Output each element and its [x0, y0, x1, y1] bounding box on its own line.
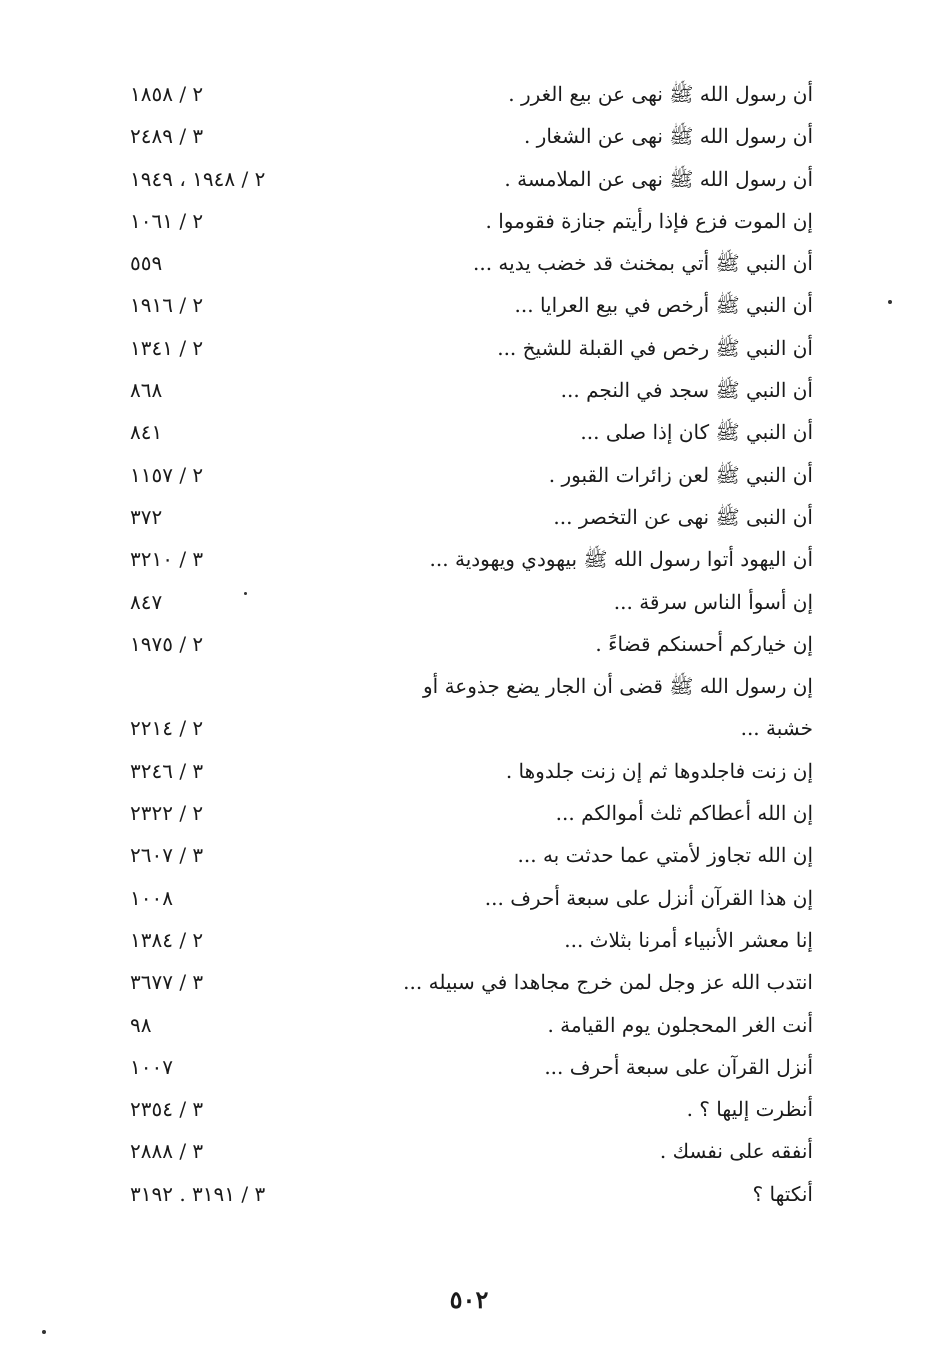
entry-reference: ٣ / ٣١٩١ . ٣١٩٢ [130, 1181, 266, 1206]
entry-text: أن النبي ﷺ سجد في النجم ... [560, 378, 813, 403]
index-entry [0, 919, 938, 961]
index-entry [0, 1004, 938, 1046]
entry-text: إن أسوأ الناس سرقة ... [613, 589, 813, 614]
entry-text: أنزل القرآن على سبعة أحرف ... [544, 1054, 813, 1079]
scan-speck [888, 300, 892, 304]
index-entry [0, 792, 938, 834]
scan-speck [42, 1330, 46, 1334]
entry-text: أن النبي ﷺ كان إذا صلى ... [580, 420, 813, 445]
entry-reference: ٢ / ١٩٧٥ [130, 631, 204, 656]
entry-reference: ٢ / ١٩١٦ [130, 293, 204, 318]
entry-text: إن الله تجاوز لأمتي عما حدثت به ... [517, 843, 813, 868]
index-entry [0, 496, 938, 538]
entry-text: إن الله أعطاكم ثلث أموالكم ... [555, 801, 813, 826]
entry-reference: ٨٤٧ [130, 589, 163, 614]
entry-reference: ٣ / ٣٢٤٦ [130, 758, 204, 783]
entry-reference: ٢ / ١٩٤٨ ، ١٩٤٩ [130, 166, 266, 191]
entry-reference: ٨٦٨ [130, 378, 163, 403]
entry-reference: ٢ / ٢٣٢٢ [130, 801, 204, 826]
entry-reference: ٣ / ٣٢١٠ [130, 547, 204, 572]
entry-text: أن اليهود أتوا رسول الله ﷺ بيهودي ويهودية ... [429, 547, 813, 572]
entry-text: أنكتها ؟ [752, 1181, 813, 1206]
index-entry [0, 369, 938, 411]
index-entry [0, 411, 938, 453]
entry-text: خشبة ... [740, 716, 813, 741]
entry-reference: ٣٧٢ [130, 504, 163, 529]
entry-reference: ٢ / ١٠٦١ [130, 208, 204, 233]
index-entry [0, 1046, 938, 1088]
index-entry [0, 750, 938, 792]
index-entry [0, 877, 938, 919]
entry-text: إن خياركم أحسنكم قضاءً . [595, 631, 813, 656]
entry-reference: ٣ / ٢٦٠٧ [130, 843, 204, 868]
entry-reference: ١٠٠٨ [130, 885, 173, 910]
entry-reference: ٢ / ١٣٨٤ [130, 927, 204, 952]
entry-reference: ٩٨ [130, 1012, 152, 1037]
entry-text: أنظرت إليها ؟ . [686, 1097, 813, 1122]
index-entry [0, 115, 938, 157]
entry-text: أن رسول الله ﷺ نهى عن بيع الغرر . [508, 82, 813, 106]
entry-text: أن النبي ﷺ أرخص في بيع العرايا ... [514, 293, 813, 318]
entry-reference: ٣ / ٢٤٨٩ [130, 124, 204, 149]
index-entry [0, 327, 938, 369]
index-entry [0, 834, 938, 876]
index-entry [0, 73, 938, 115]
index-entry [0, 454, 938, 496]
entry-text: إن رسول الله ﷺ قضى أن الجار يضع جذوعة أو [423, 674, 813, 699]
index-entry [0, 581, 938, 623]
index-entry [0, 200, 938, 242]
index-entry [0, 158, 938, 200]
entry-text: أن النبى ﷺ نهى عن التخصر ... [553, 504, 813, 529]
entry-text: إن زنت فاجلدوها ثم إن زنت جلدوها . [505, 758, 813, 783]
index-entry [0, 623, 938, 665]
index-entry [0, 665, 938, 707]
entry-reference: ٣ / ٢٣٥٤ [130, 1097, 204, 1122]
page-number: ٥٠٢ [449, 1285, 489, 1314]
index-entry [0, 1088, 938, 1130]
entry-text: إنا معشر الأنبياء أمرنا بثلاث ... [564, 927, 813, 952]
entry-text: أن النبي ﷺ أتي بمخنث قد خضب يديه ... [473, 251, 813, 276]
entry-text: إن الموت فزع فإذا رأيتم جنازة فقوموا . [485, 208, 813, 233]
entry-reference: ٥٥٩ [130, 251, 163, 276]
entry-text: انتدب الله عز وجل لمن خرج مجاهدا في سبيله ... [403, 970, 813, 995]
entry-text: أن النبي ﷺ لعن زائرات القبور . [548, 462, 813, 487]
index-entry [0, 1173, 938, 1215]
scan-speck [244, 592, 247, 595]
index-entry [0, 538, 938, 580]
entry-text: أن النبي ﷺ رخص في القبلة للشيخ ... [497, 335, 813, 360]
index-entry [0, 242, 938, 284]
entry-text: أنت الغر المحجلون يوم القيامة . [547, 1012, 813, 1037]
entry-reference: ١٠٠٧ [130, 1054, 173, 1079]
entry-reference: ٢ / ١٣٤١ [130, 335, 204, 360]
entry-reference: ٢ / ١١٥٧ [130, 462, 204, 487]
entry-reference: ٢ / ١٨٥٨ [130, 82, 204, 106]
entry-text: أن رسول الله ﷺ نهى عن الملامسة . [504, 166, 813, 191]
entry-reference: ٢ / ٢٢١٤ [130, 716, 204, 741]
entry-reference: ٣ / ٢٨٨٨ [130, 1139, 204, 1164]
entry-text: أن رسول الله ﷺ نهى عن الشغار . [523, 124, 813, 149]
index-entry [0, 707, 938, 749]
index-entry [0, 1130, 938, 1172]
entry-reference: ٣ / ٣٦٧٧ [130, 970, 204, 995]
entry-text: إن هذا القرآن أنزل على سبعة أحرف ... [484, 885, 813, 910]
index-entry [0, 961, 938, 1003]
index-entry [0, 284, 938, 326]
entry-text: أنفقه على نفسك . [659, 1139, 813, 1164]
hadith-index-list [0, 73, 938, 1215]
entry-reference: ٨٤١ [130, 420, 163, 445]
